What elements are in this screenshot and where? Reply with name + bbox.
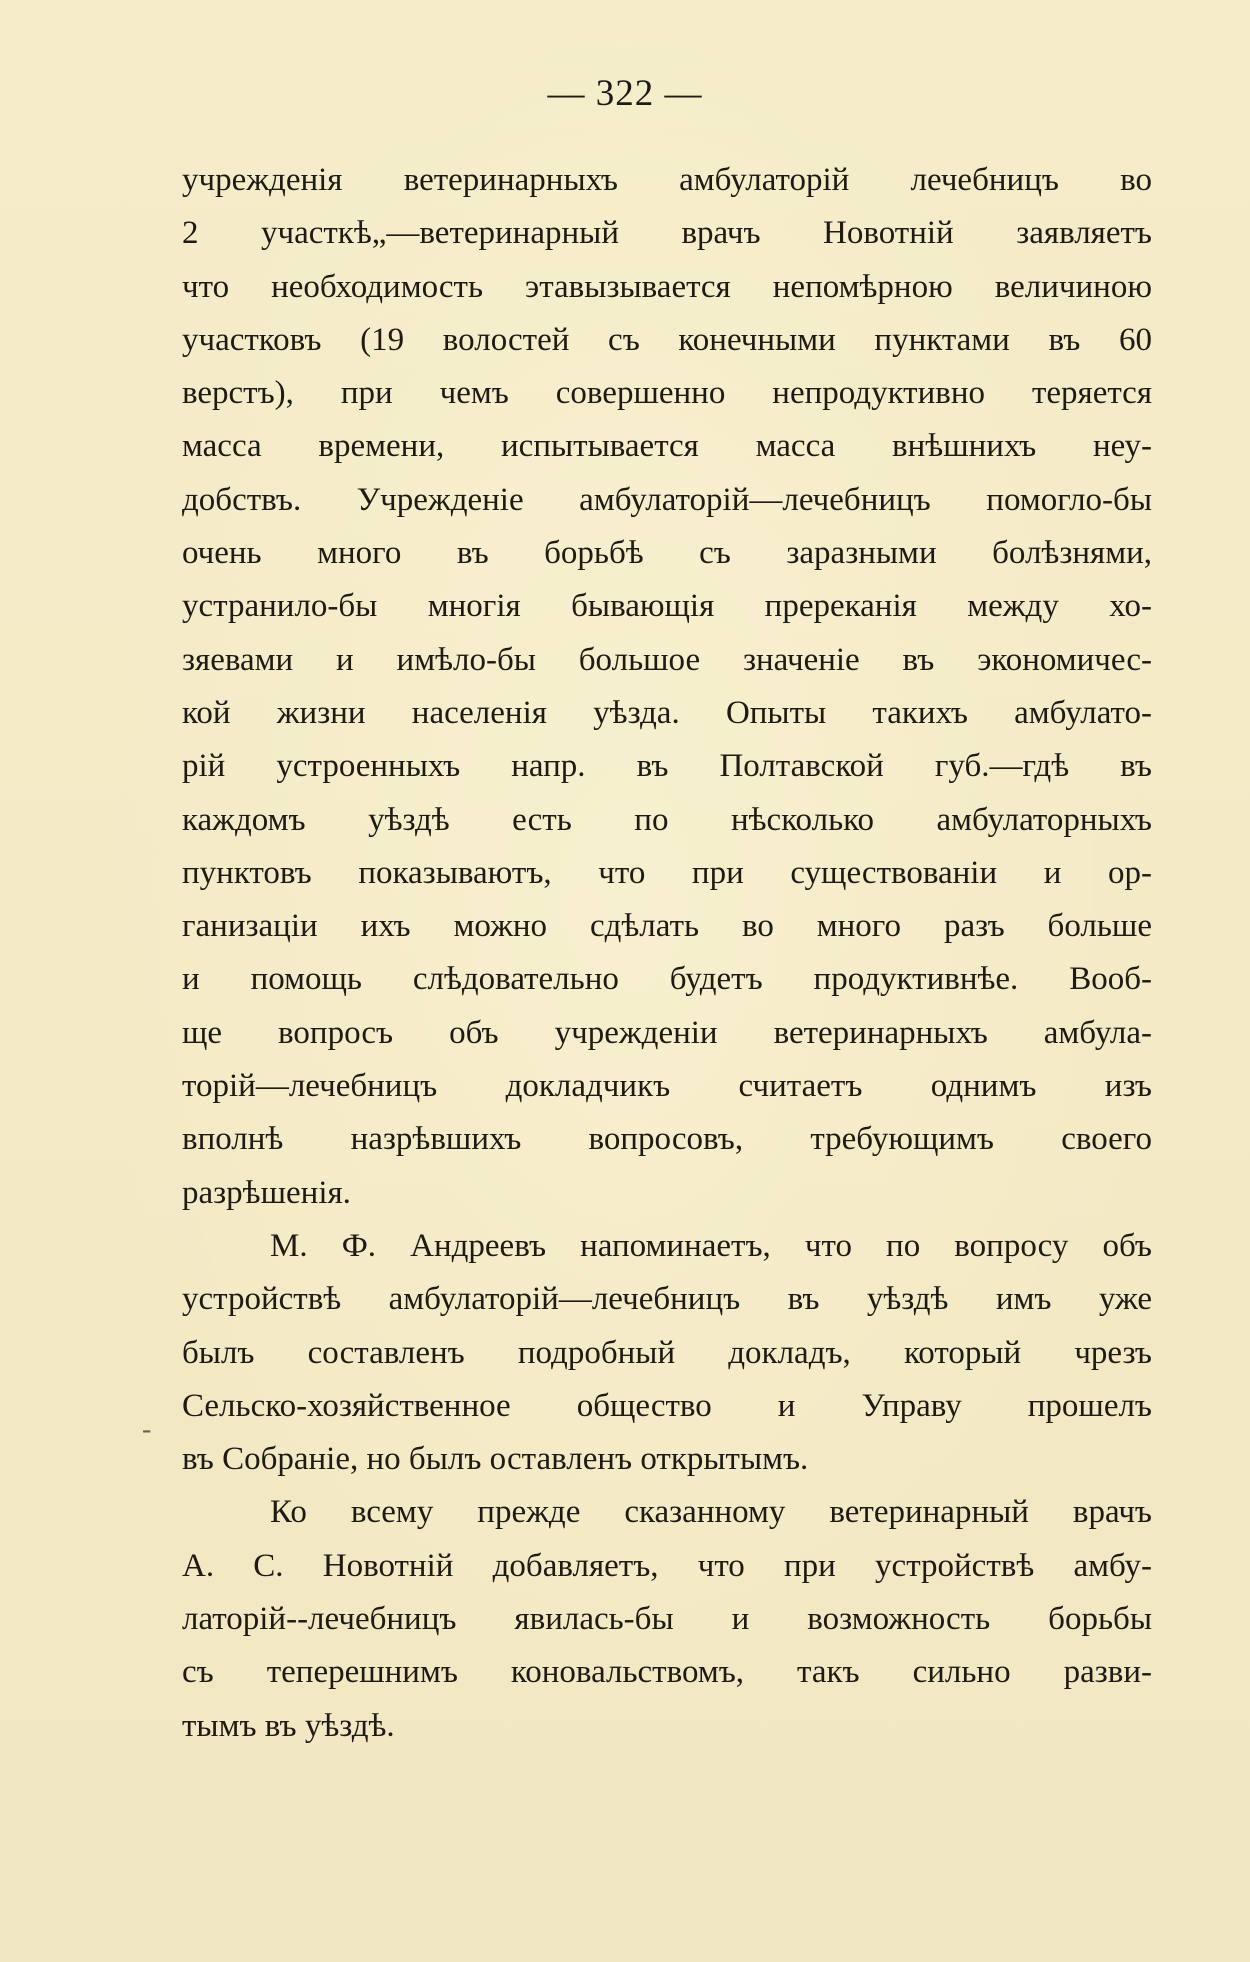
text-line: рій устроенныхъ напр. въ Полтавской губ.—гдѣ въ — [182, 748, 1152, 785]
text-line: и помощь слѣдовательно будетъ продуктивнѣе. Вооб- — [182, 961, 1152, 998]
text-line: ганизаціи ихъ можно сдѣлать во много разъ больше — [182, 908, 1152, 945]
text-line: 2 участкѣ„—ветеринарный врачъ Новотній заявляетъ — [182, 215, 1152, 252]
text-line: верстъ), при чемъ совершенно непродуктивно теряется — [182, 375, 1152, 412]
text-line: А. С. Новотній добавляетъ, что при устройствѣ амбу- — [182, 1547, 1152, 1584]
text-line: каждомъ уѣздѣ есть по нѣсколько амбулаторныхъ — [182, 801, 1152, 838]
text-line: что необходимость этавызывается непомѣрною величиною — [182, 268, 1152, 305]
text-line: очень много въ борьбѣ съ заразными болѣзнями, — [182, 535, 1152, 572]
margin-mark: - — [142, 1414, 152, 1445]
text-line: учрежденія ветеринарныхъ амбулаторій лечебницъ во — [182, 162, 1152, 198]
text-line: устройствѣ амбулаторій—лечебницъ въ уѣздѣ имъ уже — [182, 1281, 1152, 1318]
text-line: Сельско-хозяйственное общество и Управу прошелъ — [182, 1387, 1152, 1424]
body-text — [182, 154, 1152, 1753]
text-line: латорій--лечебницъ явилась-бы и возможность борьбы — [182, 1601, 1152, 1638]
text-line: Ко всему прежде сказанному ветеринарный врачъ — [270, 1494, 1152, 1531]
text-line: участковъ (19 волостей съ конечными пунктами въ 60 — [182, 321, 1152, 358]
text-line: зяевами и имѣло-бы большое значеніе въ экономичес- — [182, 641, 1152, 678]
text-line: масса времени, испытывается масса внѣшнихъ неу- — [182, 428, 1152, 465]
text-line: кой жизни населенія уѣзда. Опыты такихъ амбулато- — [182, 694, 1152, 731]
text-line: разрѣшенія. — [182, 1174, 351, 1211]
text-line: въ Собраніе, но былъ оставленъ открытымъ. — [182, 1441, 809, 1478]
text-line: тымъ въ уѣздѣ. — [182, 1707, 395, 1744]
text-line: ще вопросъ объ учрежденіи ветеринарныхъ амбула- — [182, 1014, 1152, 1051]
text-line: былъ составленъ подробный докладъ, который чрезъ — [182, 1334, 1152, 1371]
text-line: устранило-бы многія бывающія пререканія между хо- — [182, 588, 1152, 625]
text-line: добствъ. Учрежденіе амбулаторій—лечебницъ помогло-бы — [182, 481, 1152, 518]
text-line: съ теперешнимъ коновальствомъ, такъ сильно разви- — [182, 1654, 1152, 1691]
text-line: вполнѣ назрѣвшихъ вопросовъ, требующимъ своего — [182, 1121, 1152, 1158]
page-number: — 322 — — [547, 73, 703, 114]
text-line: торій—лечебницъ докладчикъ считаетъ однимъ изъ — [182, 1068, 1152, 1105]
text-line: пунктовъ показываютъ, что при существованіи и ор- — [182, 854, 1152, 891]
text-line: М. Ф. Андреевъ напоминаетъ, что по вопросу объ — [270, 1227, 1152, 1264]
